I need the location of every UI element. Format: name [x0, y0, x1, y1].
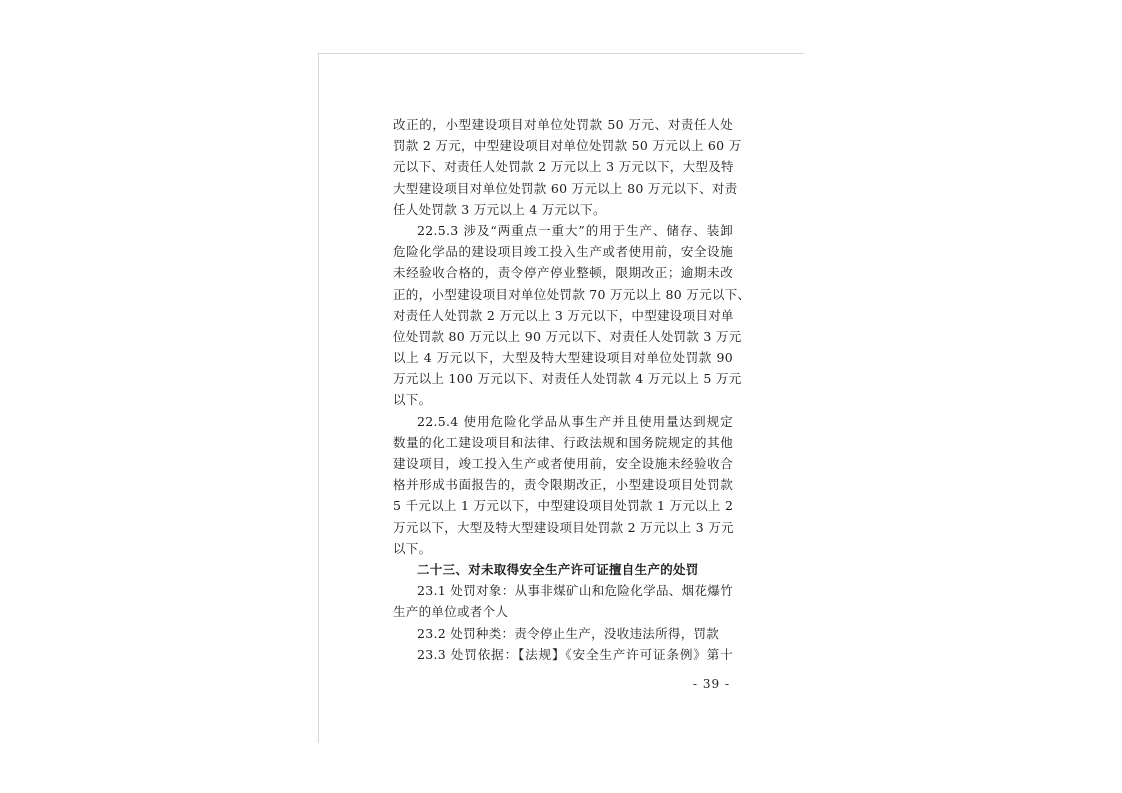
text-line: 建设项目，竣工投入生产或者使用前，安全设施未经验收合	[393, 456, 733, 471]
page-number: - 39 -	[693, 677, 731, 691]
text-line: 万元以下，大型及特大型建设项目处罚款 2 万元以上 3 万元	[393, 519, 734, 535]
section-body	[393, 580, 733, 665]
text-line: 未经验收合格的，责令停产停业整顿，限期改正；逾期未改	[393, 265, 733, 281]
text-line: 生产的单位或者个人	[393, 604, 509, 620]
text-line: 正的，小型建设项目对单位处罚款 70 万元以上 80 万元以下、	[393, 286, 751, 302]
text-line: 格并形成书面报告的，责令限期改正，小型建设项目处罚款	[393, 477, 733, 493]
text-line: 危险化学品的建设项目竣工投入生产或者使用前，安全设施	[393, 244, 733, 260]
text-line: 改正的，小型建设项目对单位处罚款 50 万元、对责任人处	[393, 117, 733, 132]
text-line: 以下。	[393, 392, 432, 408]
text-line: 位处罚款 80 万元以上 90 万元以下、对责任人处罚款 3 万元	[393, 328, 742, 344]
paragraph-block	[393, 114, 751, 559]
text-line: 以下。	[393, 540, 432, 556]
text-line: 23.1 处罚对象：从事非煤矿山和危险化学品、烟花爆竹	[417, 583, 733, 599]
text-line: 大型建设项目对单位处罚款 60 万元以上 80 万元以下、对责	[393, 180, 738, 196]
text-line: 5 千元以上 1 万元以下，中型建设项目处罚款 1 万元以上 2	[393, 498, 734, 514]
text-line: 以上 4 万元以下，大型及特大型建设项目对单位处罚款 90	[393, 350, 733, 366]
text-line: 对责任人处罚款 2 万元以上 3 万元以下，中型建设项目对单	[393, 307, 734, 323]
text-line: 数量的化工建设项目和法律、行政法规和国务院规定的其他	[393, 434, 733, 450]
text-line: 22.5.3 涉及“两重点一重大”的用于生产、储存、装卸	[417, 222, 733, 238]
text-line: 任人处罚款 3 万元以上 4 万元以下。	[393, 201, 606, 217]
text-line: 22.5.4 使用危险化学品从事生产并且使用量达到规定	[417, 413, 733, 429]
section-heading: 二十三、对未取得安全生产许可证擅自生产的处罚	[417, 561, 699, 577]
text-line: 万元以上 100 万元以下、对责任人处罚款 4 万元以上 5 万元	[393, 371, 742, 387]
document-body	[393, 114, 751, 665]
text-line: 罚款 2 万元，中型建设项目对单位处罚款 50 万元以上 60 万	[393, 138, 742, 154]
text-line: 元以下、对责任人处罚款 2 万元以上 3 万元以下，大型及特	[393, 159, 734, 175]
text-line: 23.2 处罚种类：责令停止生产，没收违法所得，罚款	[417, 625, 720, 641]
text-line: 23.3 处罚依据：【法规】《安全生产许可证条例》第十	[417, 646, 733, 662]
